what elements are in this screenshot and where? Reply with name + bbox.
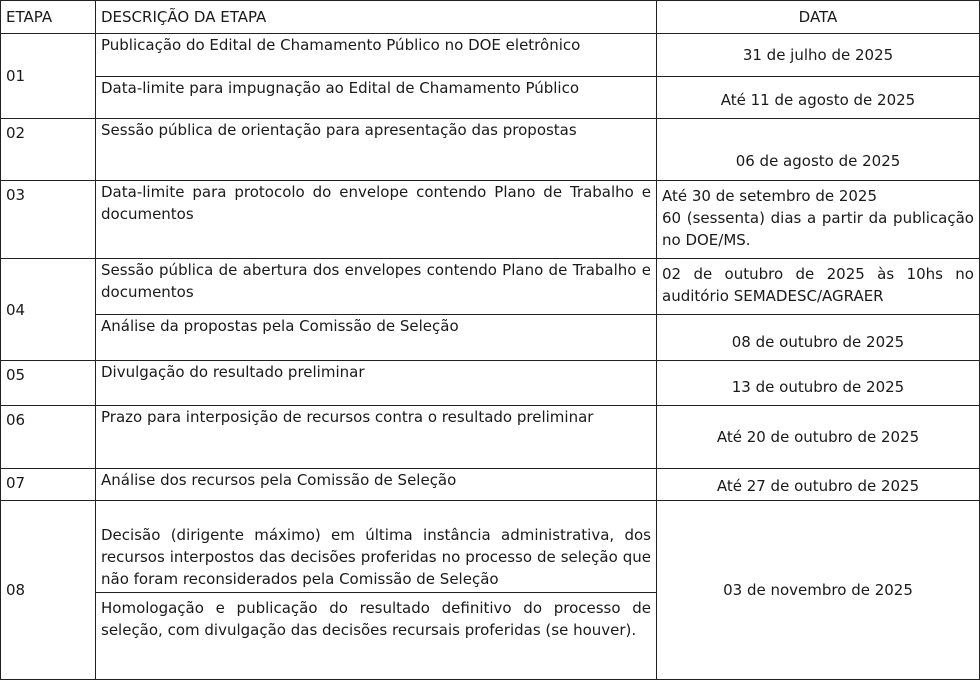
desc-07: Análise dos recursos pela Comissão de Seleção [96,469,657,501]
desc-08b-text: Homologação e publicação do resultado definitivo do processo de seleção, com divulgação das decisões recursais proferidas (se houver). [101,599,651,639]
data-02: 06 de agosto de 2025 [657,119,980,181]
table-row [1,315,980,361]
etapa-07: 07 [1,469,96,501]
data-04b: 08 de outubro de 2025 [657,315,980,361]
desc-06: Prazo para interposição de recursos contra o resultado preliminar [96,406,657,469]
desc-03: Data-limite para protocolo do envelope contendo Plano de Trabalho e documentos [96,181,657,259]
data-07: Até 27 de outubro de 2025 [657,469,980,501]
desc-01a: Publicação do Edital de Chamamento Público no DOE eletrônico [96,34,657,77]
data-04a [657,259,980,315]
desc-08a-text: Decisão (dirigente máximo) em última instância administrativa, dos recursos interpostos das decisões proferidas no processo de seleção que não foram reconsiderados pela Comissão de Seleção [101,526,651,588]
data-03-line1: Até 30 de setembro de 2025 [662,187,878,205]
desc-04b: Análise da propostas pela Comissão de Seleção [96,315,657,361]
header-data: DATA [657,1,980,34]
data-03-line2: 60 (sessenta) dias a partir da publicação no DOE/MS. [662,209,974,249]
etapa-08: 08 [1,501,96,680]
etapa-03: 03 [1,181,96,259]
header-descricao: DESCRIÇÃO DA ETAPA [96,1,657,34]
table-row [1,406,980,469]
desc-04a: Sessão pública de abertura dos envelopes contendo Plano de Trabalho e documentos [96,259,657,315]
table-row [1,119,980,181]
header-etapa: ETAPA [1,1,96,34]
desc-05: Divulgação do resultado preliminar [96,361,657,406]
table-row [1,469,980,501]
etapa-04: 04 [1,259,96,361]
etapa-02: 02 [1,119,96,181]
etapa-06: 06 [1,406,96,469]
desc-02: Sessão pública de orientação para apresentação das propostas [96,119,657,181]
data-08: 03 de novembro de 2025 [657,501,980,680]
desc-01b: Data-limite para impugnação ao Edital de Chamamento Público [96,77,657,119]
data-05: 13 de outubro de 2025 [657,361,980,406]
etapa-05: 05 [1,361,96,406]
table-row [1,181,980,259]
table-row [1,501,980,593]
header-row [1,1,980,34]
etapa-01: 01 [1,34,96,119]
data-06: Até 20 de outubro de 2025 [657,406,980,469]
table-row [1,34,980,77]
desc-08b [96,593,657,680]
data-01b: Até 11 de agosto de 2025 [657,77,980,119]
data-03 [657,181,980,259]
desc-08a [96,501,657,593]
table-row [1,77,980,119]
table-row [1,361,980,406]
table-row [1,259,980,315]
data-01a: 31 de julho de 2025 [657,34,980,77]
data-04a-text: 02 de outubro de 2025 às 10hs no auditório SEMADESC/AGRAER [662,265,974,305]
